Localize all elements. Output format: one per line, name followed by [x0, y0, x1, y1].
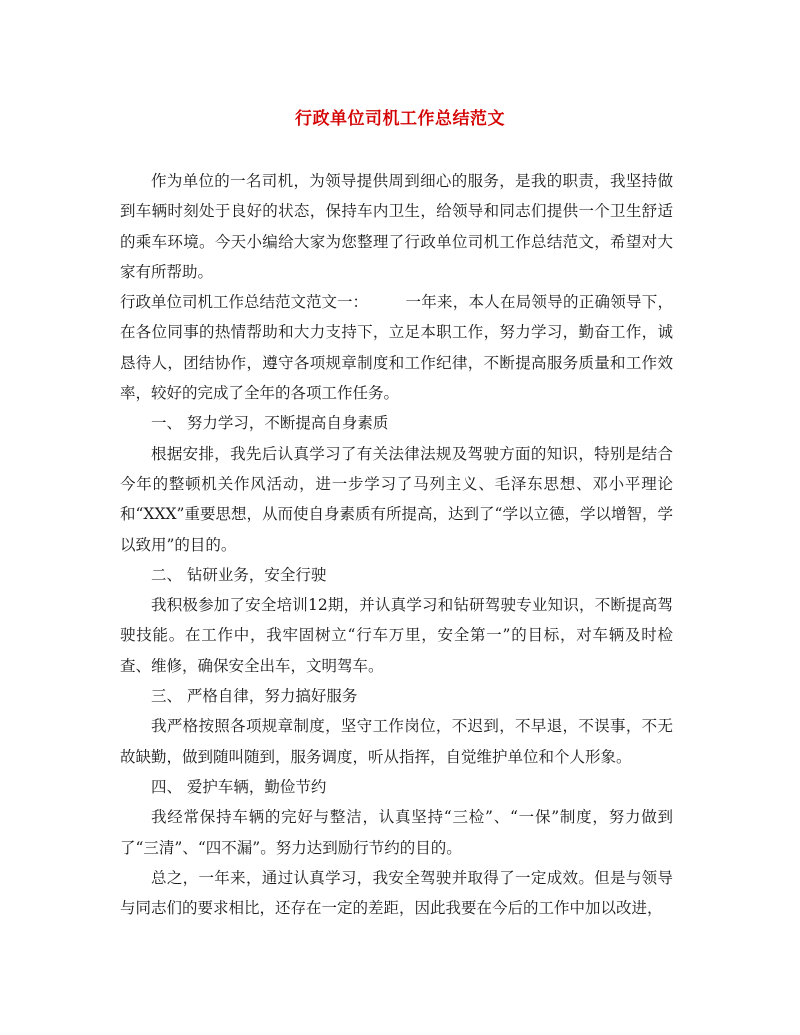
document-title: 行政单位司机工作总结范文 [295, 109, 505, 129]
section-heading-4: 四、 爱护车辆，勤俭节约 [151, 777, 327, 796]
section-body-4: 我经常保持车辆的完好与整洁，认真坚持“三检”、“一保”制度，努力做到了“三清”、“四不漏”。努力达到励行节约的目的。 [120, 808, 673, 857]
section-heading-2: 二、 钻研业务，安全行驶 [151, 565, 327, 584]
document-body [120, 166, 673, 923]
section-body-1: 根据安排，我先后认真学习了有关法律法规及驾驶方面的知识，特别是结合今年的整顿机关作风活动，进一步学习了马列主义、毛泽东思想、邓小平理论和“XXX”重要思想，从而使自身素质有所提高，达到了“学以立德，学以增智，学以致用”的目的。 [120, 444, 673, 554]
sample-opening: 一年来，本人在局领导的正确领导下，在各位同事的热情帮助和大力支持下，立足本职工作，努力学习，勤奋工作，诚恳待人，团结协作，遵守各项规章制度和工作纪律，不断提高服务质量和工作效率，较好的完成了全年的各项工作任务。 [120, 293, 673, 403]
section-body-3: 我严格按照各项规章制度，坚守工作岗位，不迟到，不早退，不误事，不无故缺勤，做到随叫随到，服务调度，听从指挥，自觉维护单位和个人形象。 [120, 717, 673, 766]
sample-paragraph [120, 287, 673, 408]
closing-paragraph: 总之，一年来，通过认真学习，我安全驾驶并取得了一定成效。但是与领导与同志们的要求相比，还存在一定的差距，因此我要在今后的工作中加以改进， [120, 868, 673, 918]
sample-label: 行政单位司机工作总结范文范文一： [120, 293, 369, 312]
section-heading-3: 三、 严格自律，努力搞好服务 [151, 687, 358, 706]
section-heading-1: 一、 努力学习，不断提高自身素质 [151, 414, 389, 433]
section-body-2: 我积极参加了安全培训12期，并认真学习和钻研驾驶专业知识，不断提高驾驶技能。在工作中，我牢固树立“行车万里，安全第一”的目标，对车辆及时检查、维修，确保安全出车，文明驾车。 [120, 596, 673, 675]
intro-paragraph: 作为单位的一名司机，为领导提供周到细心的服务，是我的职责，我坚持做到车辆时刻处于良好的状态，保持车内卫生，给领导和同志们提供一个卫生舒适的乘车环境。今天小编给大家为您整理了行政单位司机工作总结范文，希望对大家有所帮助。 [120, 172, 673, 281]
